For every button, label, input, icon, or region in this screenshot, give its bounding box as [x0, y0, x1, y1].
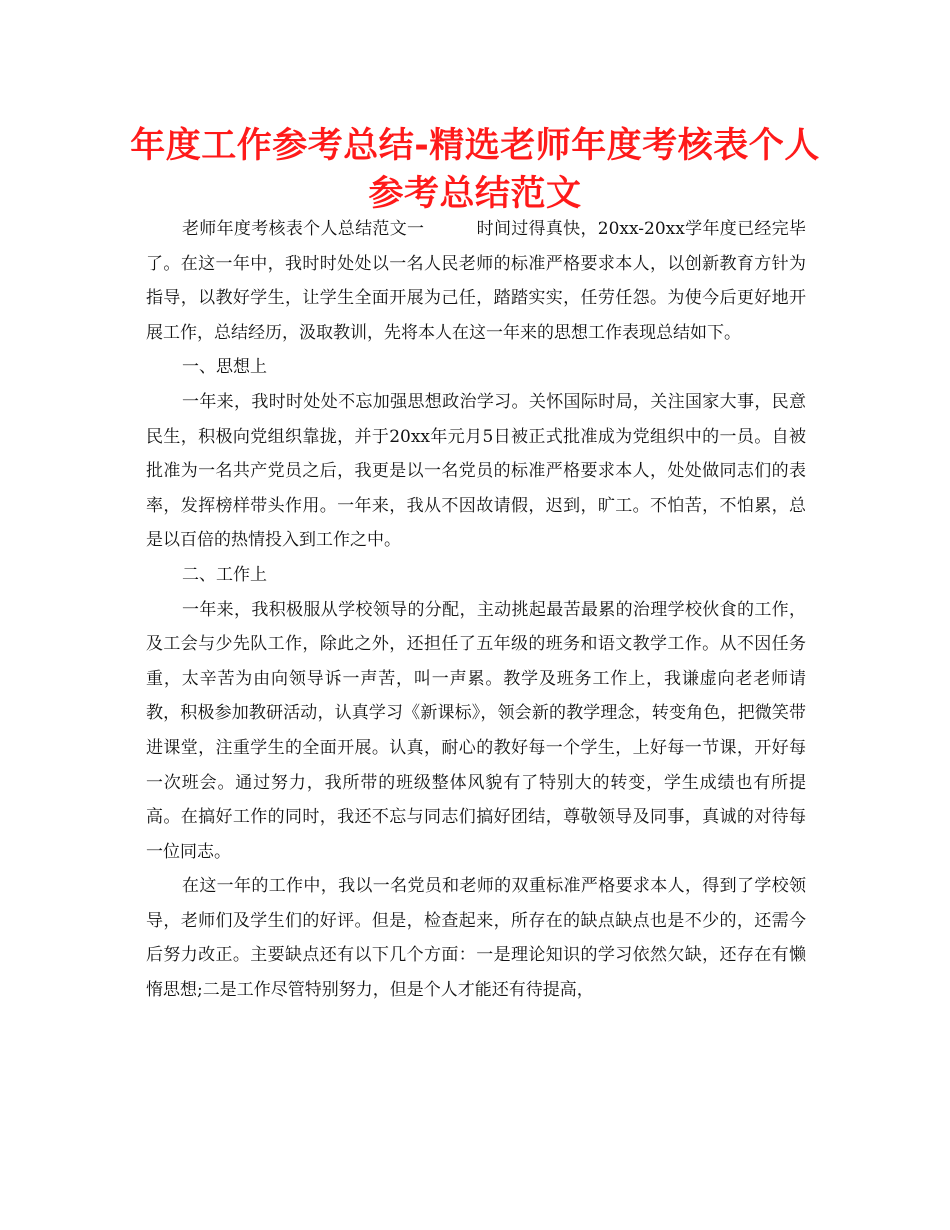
paragraph-thought: 一年来，我时时处处不忘加强思想政治学习。关怀国际时局，关注国家大事，民意民生，积极向党组织靠拢，并于20xx年元月5日被正式批准成为党组织中的一员。自被批准为一名共产党员之后，我更是以一名党员的标准严格要求本人，处处做同志们的表率，发挥榜样带头作用。一年来，我从不因故请假，迟到，旷工。不怕苦，不怕累，总是以百倍的热情投入到工作之中。: [146, 391, 806, 551]
document-body: [146, 212, 806, 1008]
paragraph-reflection: 在这一年的工作中，我以一名党员和老师的双重标准严格要求本人，得到了学校领导，老师们及学生们的好评。但是，检查起来，所存在的缺点缺点也是不少的，还需今后努力改正。主要缺点还有以下几个方面：一是理论知识的学习依然欠缺，还存在有懒惰思想;二是工作尽管特别努力，但是个人才能还有待提高，: [146, 876, 806, 1001]
section-heading-thought: 一、思想上: [182, 357, 267, 378]
paragraph-work: 一年来，我积极服从学校领导的分配，主动挑起最苦最累的治理学校伙食的工作，及工会与少先队工作，除此之外，还担任了五年级的班务和语文教学工作。从不因任务重，太辛苦为由向领导诉一声苦，叫一声累。教学及班务工作上，我谦虚向老老师请教，积极参加教研活动，认真学习《新课标》，领会新的教学理念，转变角色，把微笑带进课堂，注重学生的全面开展。认真，耐心的教好每一个学生，上好每一节课，开好每一次班会。通过努力，我所带的班级整体风貌有了特别大的转变，学生成绩也有所提高。在搞好工作的同时，我还不忘与同志们搞好团结，尊敬领导及同事，真诚的对待每一位同志。: [146, 599, 806, 862]
section-heading-work: 二、工作上: [182, 564, 267, 585]
paragraph-1-text: 时间过得真快，20xx-20xx学年度已经完毕了。在这一年中，我时时处处以一名人民老师的标准严格要求本人，以创新教育方针为指导，以教好学生，让学生全面开展为己任，踏踏实实，任劳任怨。为使今后更好地开展工作，总结经历，汲取教训，先将本人在这一年来的思想工作表现总结如下。: [146, 219, 807, 343]
paragraph-intro: [146, 212, 806, 350]
document-title: 年度工作参考总结-精选老师年度考核表个人参考总结范文: [130, 126, 820, 214]
intro-lead: 老师年度考核表个人总结范文一: [182, 219, 425, 239]
